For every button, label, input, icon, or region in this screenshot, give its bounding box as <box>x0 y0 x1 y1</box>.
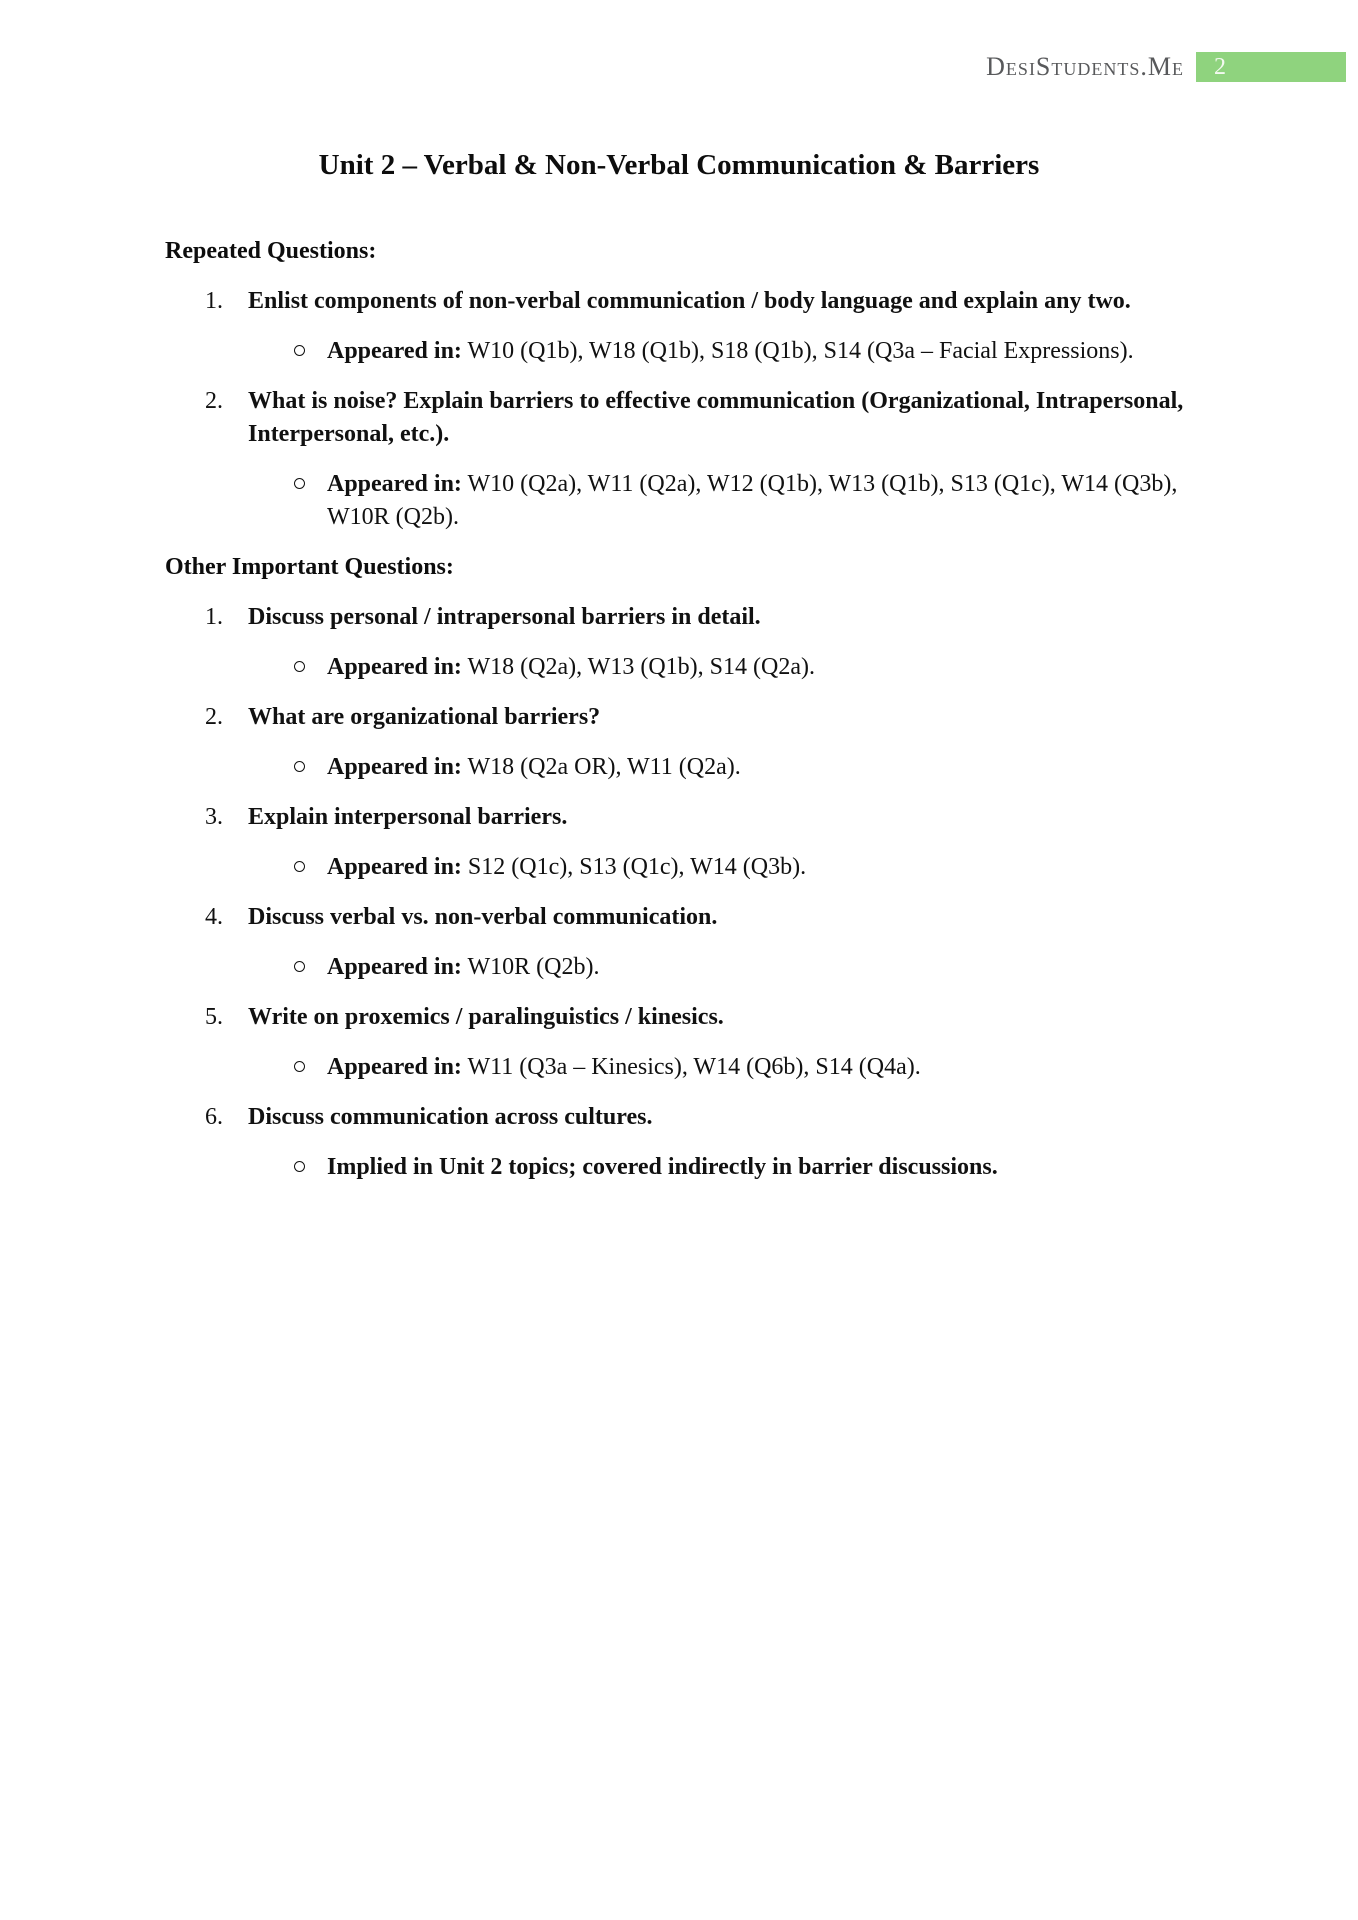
question-item <box>165 385 1208 534</box>
document-body <box>0 235 1358 1184</box>
page-number: 2 <box>1214 54 1226 80</box>
appeared-in-text: W10 (Q2a), W11 (Q2a), W12 (Q1b), W13 (Q1b), S13 (Q1c), W14 (Q3b), W10R (Q2b). <box>327 471 1178 530</box>
question-text: What are organizational barriers? <box>248 704 601 730</box>
question-item <box>165 285 1208 368</box>
question-line <box>165 385 1208 451</box>
appeared-line <box>292 651 1208 684</box>
question-text: Discuss personal / intrapersonal barriers in detail. <box>248 604 761 630</box>
question-line <box>165 901 1208 934</box>
appeared-in-text: W11 (Q3a – Kinesics), W14 (Q6b), S14 (Q4a). <box>467 1054 921 1080</box>
circle-bullet-icon <box>292 1151 327 1184</box>
appeared-line <box>292 335 1208 368</box>
appeared-in-text: W18 (Q2a OR), W11 (Q2a). <box>467 754 741 780</box>
appeared-in-label: Appeared in: <box>327 654 462 680</box>
appeared-line <box>292 1051 1208 1084</box>
question-number: 6. <box>205 1104 223 1130</box>
question-text: Discuss communication across cultures. <box>248 1104 653 1130</box>
appeared-body <box>327 468 1208 534</box>
question-text: Explain interpersonal barriers. <box>248 804 568 830</box>
page-header <box>986 52 1346 82</box>
question-section <box>165 551 1208 1184</box>
section-heading: Repeated Questions: <box>165 238 377 264</box>
question-line <box>165 601 1208 634</box>
question-item <box>165 701 1208 784</box>
appeared-in-label: Appeared in: <box>327 954 462 980</box>
appeared-in-label: Appeared in: <box>327 1054 462 1080</box>
question-line <box>165 701 1208 734</box>
appeared-line <box>292 951 1208 984</box>
appeared-in-label: Appeared in: <box>327 338 462 364</box>
circle-bullet-icon <box>292 751 327 784</box>
site-name: DesiStudents.Me <box>986 52 1184 81</box>
appeared-body <box>327 335 1208 368</box>
question-number: 2. <box>205 388 223 414</box>
appeared-in-label: Appeared in: <box>327 854 462 880</box>
appeared-in-text: W10R (Q2b). <box>467 954 600 980</box>
appeared-body <box>327 851 1208 884</box>
circle-bullet-icon <box>292 851 327 884</box>
question-item <box>165 801 1208 884</box>
question-number: 1. <box>205 288 223 314</box>
question-number: 3. <box>205 804 223 830</box>
question-line <box>165 801 1208 834</box>
page-number-badge <box>1196 52 1346 82</box>
question-item <box>165 1001 1208 1084</box>
circle-bullet-icon <box>292 335 327 368</box>
appeared-line <box>292 1151 1208 1184</box>
appeared-in-text: W18 (Q2a), W13 (Q1b), S14 (Q2a). <box>467 654 815 680</box>
appeared-body <box>327 1151 1208 1184</box>
circle-bullet-icon <box>292 951 327 984</box>
question-list <box>165 601 1208 1184</box>
appeared-in-label: Appeared in: <box>327 471 462 497</box>
question-line <box>165 1101 1208 1134</box>
question-list <box>165 285 1208 534</box>
appeared-body <box>327 651 1208 684</box>
section-heading: Other Important Questions: <box>165 554 454 580</box>
appeared-body <box>327 1051 1208 1084</box>
appeared-in-text: W10 (Q1b), W18 (Q1b), S18 (Q1b), S14 (Q3a – Facial Expressions). <box>467 338 1134 364</box>
circle-bullet-icon <box>292 1051 327 1084</box>
appeared-in-text: S12 (Q1c), S13 (Q1c), W14 (Q3b). <box>467 854 807 880</box>
question-text: What is noise? Explain barriers to effective communication (Organizational, Intrapersonal, Interpersonal, etc.). <box>248 388 1184 447</box>
circle-bullet-icon <box>292 468 327 534</box>
question-number: 2. <box>205 704 223 730</box>
question-section <box>165 235 1208 534</box>
appeared-body <box>327 951 1208 984</box>
appeared-line <box>292 851 1208 884</box>
question-item <box>165 1101 1208 1184</box>
question-number: 1. <box>205 604 223 630</box>
appeared-line <box>292 751 1208 784</box>
appeared-in-label: Appeared in: <box>327 754 462 780</box>
question-line <box>165 1001 1208 1034</box>
question-item <box>165 901 1208 984</box>
document-title: Unit 2 – Verbal & Non-Verbal Communication & Barriers <box>318 149 1040 181</box>
circle-bullet-icon <box>292 651 327 684</box>
appeared-in-text: Implied in Unit 2 topics; covered indirectly in barrier discussions. <box>327 1154 998 1180</box>
appeared-line <box>292 468 1208 534</box>
appeared-body <box>327 751 1208 784</box>
question-number: 5. <box>205 1004 223 1030</box>
question-line <box>165 285 1208 318</box>
question-item <box>165 601 1208 684</box>
question-text: Discuss verbal vs. non-verbal communication. <box>248 904 718 930</box>
question-text: Write on proxemics / paralinguistics / kinesics. <box>248 1004 724 1030</box>
question-number: 4. <box>205 904 223 930</box>
question-text: Enlist components of non-verbal communication / body language and explain any two. <box>248 288 1131 314</box>
